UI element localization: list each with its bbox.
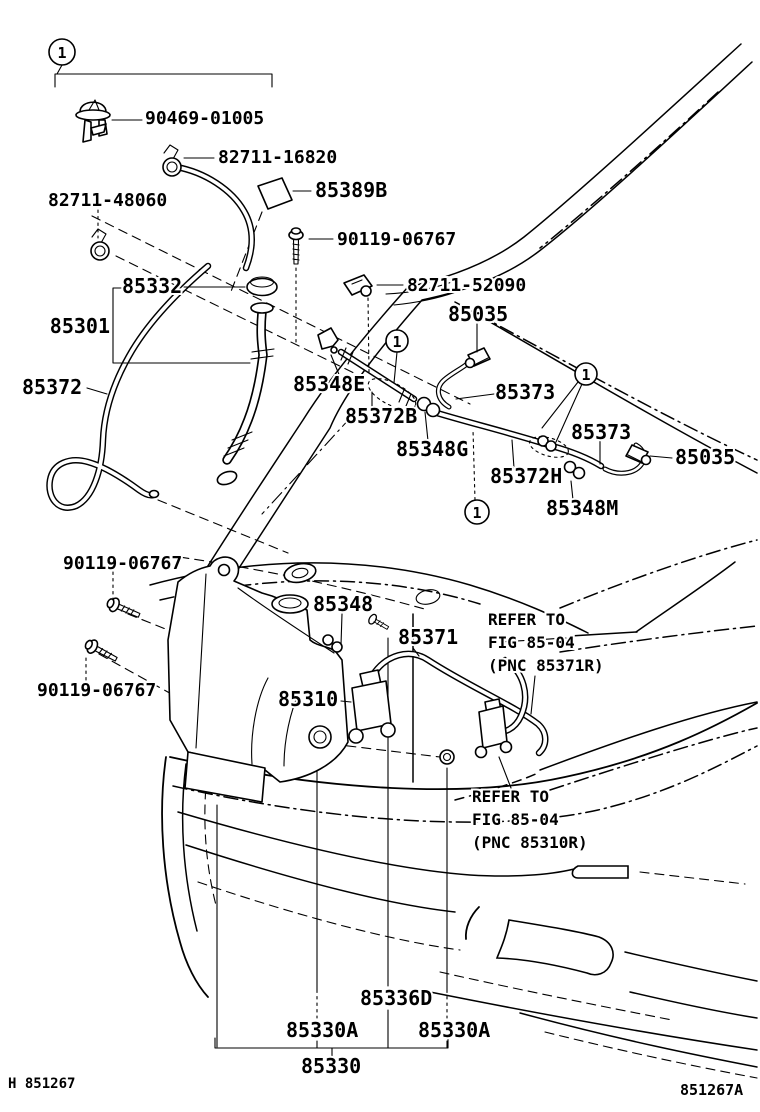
- label-85301[interactable]: 85301: [49, 314, 110, 338]
- refer-note-85310r-line1: REFER TO: [472, 787, 550, 806]
- refer-note-85310r-line2: FIG 85-04: [472, 810, 559, 829]
- label-85330a-right[interactable]: 85330A: [418, 1018, 491, 1042]
- callout-number: 1: [57, 44, 67, 62]
- refer-note-85371r-line3: (PNC 85371R): [488, 656, 604, 675]
- clamp-48060-part: [91, 229, 109, 260]
- label-85373-right[interactable]: 85373: [571, 420, 632, 444]
- figure-code-left: H 851267: [8, 1076, 76, 1092]
- tank-grommet: [309, 726, 331, 748]
- nozzle-85035-left: [466, 348, 491, 368]
- screw-85336d-part: [367, 613, 390, 632]
- joint-mid-part: [538, 436, 556, 451]
- label-85372[interactable]: 85372: [22, 375, 83, 399]
- joint-85348m-part: [565, 462, 585, 479]
- label-90119-06767-mid1[interactable]: 90119-06767: [63, 553, 183, 574]
- grommet-85389b-part: [258, 178, 292, 209]
- label-90119-06767-mid2[interactable]: 90119-06767: [37, 680, 157, 701]
- refer-note-85310r-line3: (PNC 85310R): [472, 833, 588, 852]
- part-labels: [22, 108, 735, 1078]
- nozzle-85035-right: [626, 445, 651, 465]
- elbow-85348e-part: [318, 328, 338, 353]
- clamp-16820-part: [163, 145, 181, 176]
- refer-note-85371r-line2: FIG 85-04: [488, 633, 575, 652]
- label-85372h[interactable]: 85372H: [490, 464, 563, 488]
- label-85310[interactable]: 85310: [278, 687, 339, 711]
- label-82711-16820[interactable]: 82711-16820: [218, 147, 338, 168]
- callout-1-top[interactable]: [49, 39, 75, 65]
- clamp-52090-part: [344, 275, 372, 296]
- label-85330[interactable]: 85330: [301, 1054, 362, 1078]
- bolt-90119-mid2: [83, 637, 120, 665]
- vehicle-body-art: [150, 44, 757, 1078]
- label-82711-48060[interactable]: 82711-48060: [48, 190, 168, 211]
- label-85348[interactable]: 85348: [313, 592, 374, 616]
- label-85389b[interactable]: 85389B: [315, 178, 388, 202]
- callout-number: 1: [581, 366, 591, 384]
- label-90469-01005[interactable]: 90469-01005: [145, 108, 265, 129]
- clip-90469-part: [76, 100, 110, 142]
- label-90119-06767-top[interactable]: 90119-06767: [337, 229, 457, 250]
- callout-1-mid-b[interactable]: [575, 363, 597, 385]
- joint-85348g-part: [418, 398, 440, 417]
- label-85348g[interactable]: 85348G: [396, 437, 469, 461]
- label-85035-top[interactable]: 85035: [448, 302, 509, 326]
- bolt-90119-mid1: [105, 596, 142, 622]
- label-85373-left[interactable]: 85373: [495, 380, 556, 404]
- label-85330a-left[interactable]: 85330A: [286, 1018, 359, 1042]
- callout-1-mid-c[interactable]: [465, 500, 489, 524]
- footer: [8, 1076, 743, 1099]
- label-82711-52090[interactable]: 82711-52090: [407, 275, 527, 296]
- label-85035-right[interactable]: 85035: [675, 445, 736, 469]
- label-85348e[interactable]: 85348E: [293, 372, 366, 396]
- label-85372b[interactable]: 85372B: [345, 404, 418, 428]
- refer-note-85371r-line1: REFER TO: [488, 610, 566, 629]
- bolt-90119-top: [289, 228, 303, 264]
- callout-1-mid-a[interactable]: [386, 330, 408, 352]
- label-85348m[interactable]: 85348M: [546, 496, 619, 520]
- figure-code-right: 851267A: [680, 1081, 744, 1099]
- label-85336d[interactable]: 85336D: [360, 986, 433, 1010]
- label-85371[interactable]: 85371: [398, 625, 459, 649]
- callout-number: 1: [392, 333, 402, 351]
- callout-number: 1: [472, 504, 482, 522]
- grommet-right-part: [440, 750, 454, 764]
- washer-tank-cap: [247, 277, 277, 313]
- label-85332[interactable]: 85332: [122, 274, 183, 298]
